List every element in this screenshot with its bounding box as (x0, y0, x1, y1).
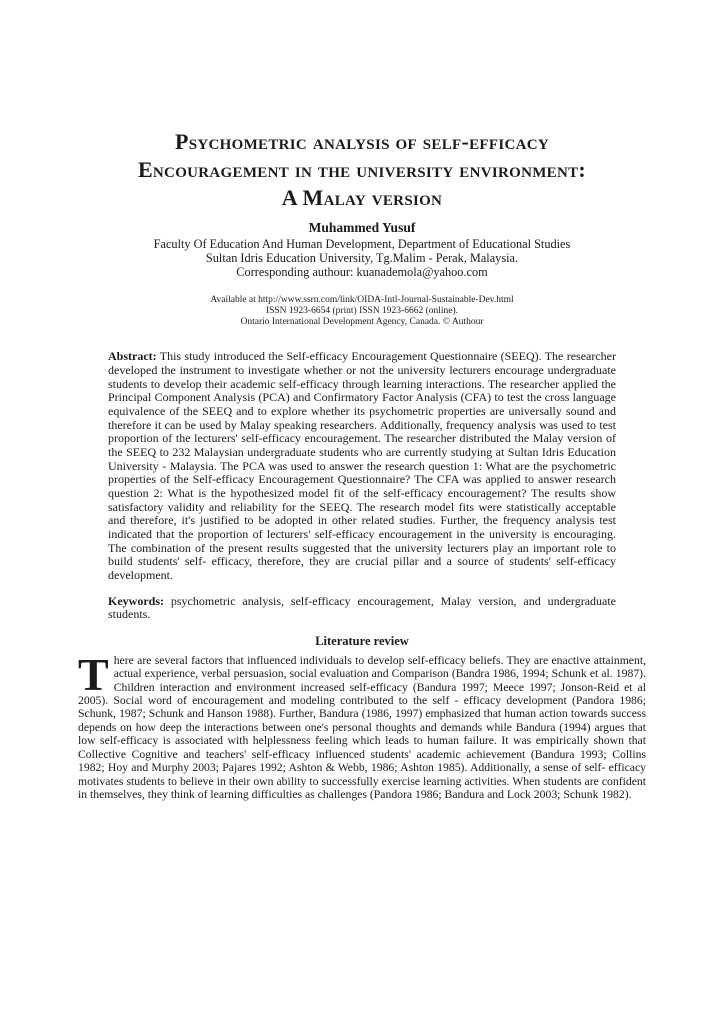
issn-line: ISSN 1923-6654 (print) ISSN 1923-6662 (online). (265, 306, 459, 317)
literature-review-text: here are several factors that influenced individuals to develop self-efficacy beliefs. They are enactive attainment, actual experience, verbal persuasion, social evaluation and Comparison (Bandra 1986, 1994; Schunk et al. 1987). Children interaction and environment increased self-efficacy (Bandura 1997; Meece 1997; Jonson-Reid et al 2005). Social word of encouragement and modeling contributed to the self - efficacy development (Pandora 1986; Schunk, 1987; Schunk and Hanson 1988). Further, Bandura (1986, 1997) emphasized that human action towards success depends on how deep the interactions between one's personal thoughts and demands while Bandura (1994) argues that low self-efficacy is associated with helplessness feeling which leads to human failure. It was empirically shown that Collective Cognitive and teachers' self-efficacy influenced students' academic achievement (Bandura 1993; Collins 1982; Hoy and Murphy 2003; Pajares 1992; Ashton & Webb, 1986; Ashton 1985). Additionally, a sense of self- efficacy motivates students to believe in their own ability to successfully exercise learning activities. When students are confident in themselves, they think of learning difficulties as challenges (Pandora 1986; Bandura and Lock 2003; Schunk 1982). (78, 653, 646, 801)
abstract-label: Abstract: (108, 349, 157, 364)
affiliation-line-1: Faculty Of Education And Human Development, Department of Educational Studies (153, 237, 571, 251)
section-heading-literature-review: Literature review (315, 633, 409, 648)
author-name: Muhammed Yusuf (308, 220, 416, 235)
keywords-text: psychometric analysis, self-efficacy encouragement, Malay version, and undergraduate students. (108, 593, 617, 622)
page-title (78, 128, 646, 212)
affiliation-line-2: Sultan Idris Education University, Tg.Malim - Perak, Malaysia. (205, 250, 519, 265)
literature-review-paragraph (78, 648, 646, 801)
corresponding-author-line: Corresponding authour: kuanademola@yahoo.com (236, 264, 488, 279)
abstract-text: This study introduced the Self-efficacy Encouragement Questionnaire (SEEQ). The researcher developed the instrument to investigate whether or not the university lecturers encourage undergraduate students to develop their academic self-efficacy through learning interactions. The researcher applied the Principal Component Analysis (PCA) and Confirmatory Factor Analysis (CFA) to test the cross language equivalence of the SEEQ and to explore whether its psychometric properties are universally sound and therefore it can be used by Malay speaking researchers. Additionally, frequency analysis was used to test proportion of the lecturers' self-efficacy encouragement. The researcher distributed the Malay version of the SEEQ to 232 Malaysian undergraduate students who are currently studying at Sultan Idris Education University - Malaysia. The PCA was used to answer the research question 1: What are the psychometric properties of the Self-efficacy Encouragement Questionnaire? The CFA was applied to answer research question 2: What is the hypothesized model fit of the self-efficacy encouragement? The results show satisfactory validity and reliability for the SEEQ. The research model fits were statistically acceptable and therefore, it's justified to be adopted in other related studies. Further, the frequency analysis test indicated that the proportion of lecturers' self-efficacy encouragement in the university is encouraging. The combination of the present results suggested that the university lecturers play an important role to build students' self- efficacy, therefore, they are crucial pillar and a source of students' self-efficacy development. (108, 349, 616, 582)
keywords-label: Keywords: (108, 593, 164, 608)
abstract-keywords-block (108, 350, 616, 621)
keywords-paragraph (108, 595, 616, 622)
author-block (78, 220, 646, 279)
title-line-1: Psychometric analysis of self-efficacy (175, 129, 549, 154)
dropcap-letter: T (78, 648, 109, 700)
agency-copyright-line: Ontario International Development Agency, Canada. © Authour (240, 317, 484, 328)
publication-note (78, 295, 646, 328)
title-line-2: Encouragement in the university environment: (137, 157, 587, 182)
availability-url-line: Available at http://www.ssrn.com/link/OIDA-Intl-Journal-Sustainable-Dev.html (210, 295, 514, 306)
abstract-paragraph (108, 350, 616, 582)
title-line-3: A Malay version (281, 185, 443, 210)
